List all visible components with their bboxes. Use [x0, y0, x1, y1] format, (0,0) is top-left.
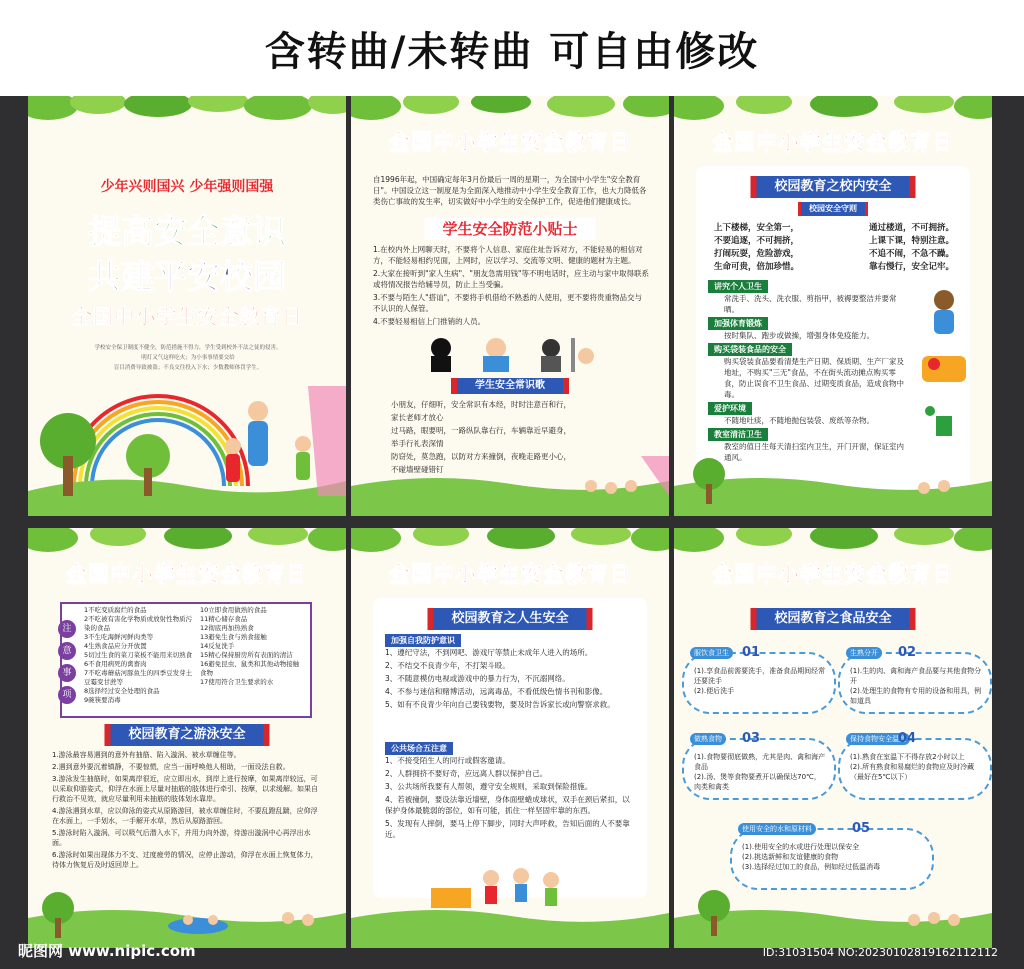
song-line: 防窃处，莫急跑，以防对方来撞倒，夜晚走路更小心，	[391, 452, 571, 461]
small-line-1: 学校安全保卫制度不健全，防范措施不得力，学生受到校外不法之徒的侵害。	[94, 345, 282, 351]
poster-title: 全国中小学生安全教育日	[712, 562, 954, 586]
poster-1	[28, 96, 346, 516]
cloud-label: 生熟分开	[846, 647, 882, 659]
poster-4	[28, 528, 346, 948]
cloud-number: 01	[742, 645, 761, 660]
rule-item: 4、不参与迷信和赌博活动，远离毒品，不看低级色情书刊和影像。	[385, 687, 608, 696]
headline-1: 提高安全意识	[88, 212, 286, 251]
rule-right: 靠右慢行，安全记牢。	[868, 262, 954, 272]
rule-row	[714, 222, 954, 235]
swim-item: 6.游泳时如果出现体力不支、过度疲劳的情况，应停止游动，仰浮在水面上恢复体力，待体力恢复后及时返回岸上。	[52, 851, 318, 869]
section-tag: 爱护环境	[708, 402, 752, 415]
song-banner: 学生安全常识歌	[451, 378, 569, 394]
section-banner: 校园教育之食品安全	[750, 608, 915, 630]
swim-item: 2.遇到意外要沉着镇静，不要惊慌，应当一面呼唤他人相助，一面设法自救。	[52, 763, 290, 771]
cloud-text: (1).熟食在室温下不得存放2小时以上 (2).所有熟食和易腐烂的食物应及时冷藏（最好在5℃以下）	[850, 753, 975, 781]
tips-list	[373, 244, 649, 329]
playground-illustration	[28, 386, 346, 516]
note-item: 17使用符合卫生要求的水	[200, 678, 274, 686]
small-text	[68, 344, 308, 374]
rule-row	[714, 261, 954, 274]
poster-3	[674, 96, 992, 516]
section-text: 购买袋装食品要看清楚生产日期、保质期、生产厂家及地址，不购买"三无"食品，不在街头流动摊点购买零食，防止误食不卫生食品、过期变质食品，造成食物中毒。	[724, 357, 904, 399]
cloud-number: 03	[742, 731, 761, 746]
section-banner: 校园教育之人生安全	[427, 608, 592, 630]
section-banner: 校园教育之校内安全	[750, 176, 915, 198]
note-item: 5切过生食的菜刀菜板不能用来切熟食	[84, 651, 193, 659]
poster-5	[351, 528, 669, 948]
section-tag: 教室清洁卫生	[708, 428, 768, 441]
rules-list	[714, 222, 954, 274]
bottom-scene	[674, 456, 992, 516]
section-tag: 公共场合五注意	[385, 742, 453, 755]
rule-row	[714, 235, 954, 248]
section-text: 教室的值日生每天清扫室内卫生，开门开窗，保证室内通风。	[724, 442, 904, 462]
notes-right	[200, 606, 304, 687]
poster-title: 全国中小学生安全教育日	[389, 130, 631, 154]
rule-item: 5、如有不良青少年向自己要钱要物，要及时告诉家长或向警察求救。	[385, 700, 615, 709]
song-line: 小朋友，仔细听，安全常识有本经，时时注意百和行，	[391, 400, 571, 409]
note-item: 14反复洗手	[200, 642, 235, 650]
sections-list	[708, 280, 908, 465]
section-tag: 讲究个人卫生	[708, 280, 768, 293]
watermark-logo: 昵图网 www.nipic.com	[18, 942, 196, 960]
section-tag: 购买袋装食品的安全	[708, 343, 792, 356]
cloud-text: (1).享食品前需要洗手，准备食品期间经常还要洗手 (2).便后洗手	[694, 667, 826, 695]
song-line: 过马路，眼要明，一路纵队靠右行，车辆靠近早避身，	[391, 426, 571, 435]
bottom-scene	[351, 456, 669, 516]
rule-item: 1、遵纪守法，不到网吧、游戏厅等禁止未成年人进入的场所。	[385, 648, 593, 657]
rule-left: 不要追逐，不可拥挤，	[714, 236, 800, 246]
cloud-label: 使用安全的水和原材料	[738, 823, 816, 835]
note-item: 8选择经过安全处理的食品	[84, 687, 160, 695]
swim-item: 5.游泳时陷入漩涡，可以吸气后潜入水下，并用力向外游，待游出漩涡中心再浮出水面。	[52, 829, 311, 847]
cloud-label: 保持食物安全温度	[846, 733, 910, 745]
rule-right: 不追不闹，不急不躁。	[868, 249, 954, 259]
bottom-scene	[28, 888, 346, 948]
rule-item: 2、人群拥挤不要好奇，应远离人群以保护自己。	[385, 769, 548, 778]
side-label: 注	[58, 620, 76, 638]
rule-item: 3、公共场所我要有人帮领，遵守安全规则，采取到保险措施。	[385, 782, 593, 791]
section-text: 不随地吐痰，不随地抛包装袋、废纸等杂物。	[724, 416, 874, 425]
small-line-3: 盲目消费导致被盗；不良交往投入下水；少数教师体罚学生。	[113, 365, 263, 371]
cloud-number: 04	[898, 731, 917, 746]
cloud-text: (1).使用安全的水或进行处理以保安全 (2).挑选新鲜和友谊健康的食物 (3).选择经过加工的食品，例如经过低温消毒	[742, 843, 881, 871]
side-labels	[58, 620, 76, 704]
rule-right: 通过楼道，不可拥挤。	[868, 223, 954, 233]
note-item: 16避免昆虫、鼠类和其他动物接触食物	[200, 660, 300, 677]
rule-left: 打闹玩耍，危险游戏，	[714, 249, 800, 259]
section-tag: 加强自我防护意识	[385, 634, 461, 647]
section-text: 常洗手、洗头、洗衣服、剪指甲，被褥要整洁并要常晒。	[724, 294, 897, 314]
rule-left: 上下楼梯，安全第一，	[714, 223, 800, 233]
bottom-scene	[351, 858, 669, 948]
note-item: 6不食用病死的禽畜肉	[84, 660, 147, 668]
note-item: 2不吃被有害化学物质或放射性物质污染的食品	[84, 615, 193, 632]
rule-item: 2、不结交不良青少年，不打架斗殴。	[385, 661, 510, 670]
swim-item: 1.游泳最容易遇到的意外有抽筋、陷入漩涡、被水草缠住等。	[52, 751, 241, 759]
rule-item: 3、不随意模仿电视或游戏中的暴力行为，不沉溺网络。	[385, 674, 570, 683]
poster-title: 全国中小学生安全教育日	[66, 562, 308, 586]
food-cloud-3	[682, 731, 836, 800]
rule-item: 5、发现有人摔倒，要马上停下脚步，同时大声呼救，告知后面的人不要靠近。	[385, 819, 630, 839]
section-text: 按时集队、跑步或做操，增强身体免疫能力。	[724, 331, 874, 340]
intro-text: 自1996年起，中国确定每年3月份最后一周的星期一，为全国中小学生"安全教育日"。中国设立这一制度是为全面深入地推动中小学生安全教育工作，也大力降低各类伤亡事故的发生率，切实做好中小学生的安全保护工作，促进他们健康成长。	[373, 175, 647, 206]
tip-item: 1.在校内外上网聊天时，不要将个人信息、家庭住址告诉对方，不能轻易的相信对方，不能轻易相约见面，上网时，应以学习、交流等文明、健康的题材为主题。	[373, 245, 643, 265]
note-item: 12彻底再加热熟食	[200, 624, 254, 632]
small-line-2: 明灯又气这样吃火；为小事事情要交给	[141, 355, 235, 361]
side-label: 意	[58, 642, 76, 660]
note-item: 3不生吃海鲜河鲜肉类等	[84, 633, 154, 641]
header-title: 含转曲/未转曲 可自由修改	[264, 28, 760, 75]
song-line: 家长老师才放心	[391, 413, 444, 422]
food-cloud-4	[838, 731, 992, 800]
rules-banner: 校园安全守则	[798, 202, 868, 216]
cloud-label: 做熟食物	[690, 733, 726, 745]
section-tag: 加强体育锻炼	[708, 317, 768, 330]
cloud-number: 05	[852, 821, 871, 836]
page-header	[0, 0, 1024, 96]
headline-2: 共建平安校园	[88, 257, 286, 296]
swim-item: 4.游泳遇到水草，应以仰泳的姿式从原路游回，被水草缠住时，不要乱蹬乱踹，应仰浮在水面上，一手划水，一手解开水草，然后从原路游回。	[52, 807, 318, 825]
note-item: 9碗筷要消毒	[84, 696, 121, 704]
note-item: 1不吃变质腐烂的食品	[84, 606, 147, 614]
swim-list	[52, 750, 322, 872]
safety-illustration	[421, 334, 601, 374]
side-label: 事	[58, 664, 76, 682]
note-item: 11精心储存食品	[200, 615, 248, 623]
poster-title: 全国中小学生安全教育日	[389, 562, 631, 586]
swim-item: 3.游泳发生抽筋时，如果离岸很近，应立即出水，到岸上进行按摩，如果离岸较远，可以采取仰游姿式，仰浮在水面上尽量对抽筋的肢体进行牵引、按摩，以求缓解。如果自行救治不见效，就应尽量利用未抽筋的肢体划水靠岸。	[52, 775, 318, 803]
cloud-text: (1).生的肉、禽和海产食品要与其他食物分开 (2).处理生的食物有专用的设备和用具，例如道具	[850, 667, 982, 705]
tip-item: 3.不要与陌生人"搭讪"，不要将手机借给不熟悉的人使用，更不要将贵重物品交与不认识的人保管。	[373, 293, 643, 313]
notes-left	[84, 606, 196, 705]
side-label: 项	[58, 686, 76, 704]
bottom-scene	[674, 888, 992, 948]
self-protect-section	[385, 634, 637, 712]
public-section	[385, 742, 637, 842]
food-cloud-1	[682, 645, 836, 714]
rule-right: 上课下课，特别注意。	[868, 236, 954, 246]
rule-item: 4、若被撞倒，要设法靠近墙壁，身体面壁蜷成球状，双手在颈后紧扣，以保护身体最脆弱的部位，如有可能，抓住一样坚固牢靠的东西。	[385, 795, 630, 815]
poster-title: 全国中小学生安全教育日	[712, 130, 954, 154]
note-item: 4生熟食品应分开放置	[84, 642, 147, 650]
swim-banner: 校园教育之游泳安全	[104, 724, 269, 746]
leaves-decoration	[28, 96, 346, 156]
note-item: 10立即食用做熟的食品	[200, 606, 267, 614]
note-item: 15精心保持厨房所有表面的清洁	[200, 651, 293, 659]
note-item: 7不吃毒蘑菇河豚鱼生的四季豆发芽土豆霉变甘蔗等	[84, 669, 193, 686]
cloud-number: 02	[898, 645, 917, 660]
rule-row	[714, 248, 954, 261]
note-item: 13避免生食与熟食接触	[200, 633, 267, 641]
image-id: ID:31031504 NO:20230102819162112112	[762, 946, 998, 959]
tip-item: 2.大家在接听到"家人生病"、"朋友急需用钱"等不明电话时，应主动与家中取得联系或将情况报告给辅导员，防止上当受骗。	[373, 269, 649, 289]
tip-item: 4.不要轻易相信上门推销的人员。	[373, 317, 486, 326]
food-cloud-5	[730, 821, 934, 890]
poster-2	[351, 96, 669, 516]
top-slogan: 少年兴则国兴 少年强则国强	[100, 179, 274, 195]
cloud-label: 服饮食卫生	[690, 647, 733, 659]
song-line: 举手行礼表深情	[391, 439, 444, 448]
song-line: 不碰墙壁碰错钉	[391, 465, 444, 474]
headline-3: 全国中小学生安全教育日	[71, 305, 303, 329]
food-cloud-2	[838, 645, 992, 714]
rule-item: 1、不接受陌生人的同行或假客邀请。	[385, 756, 510, 765]
cloud-text: (1).食物要彻底做熟，尤其是肉、禽和海产食品 (2).汤、煲等食物要煮开以确保达70℃，肉类和禽类	[694, 753, 826, 791]
tips-banner: 学生安全防范小贴士	[424, 218, 595, 240]
poster-6	[674, 528, 992, 948]
rule-left: 生命可贵，倍加珍惜。	[714, 262, 800, 272]
